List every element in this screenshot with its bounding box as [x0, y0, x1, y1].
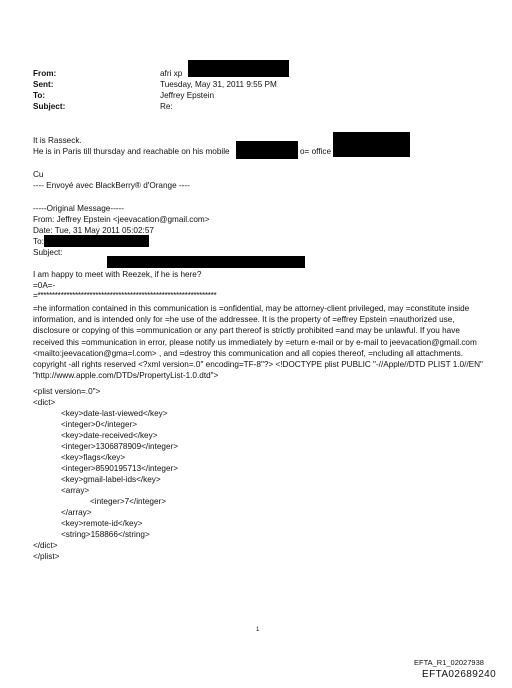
- plist-integer-3: <integer>8590195713</integer>: [61, 464, 179, 473]
- plist-close: </plist>: [33, 552, 60, 561]
- dict-open: <dict>: [33, 398, 56, 407]
- to-label: To:: [33, 91, 46, 100]
- original-date: Date: Tue, 31 May 2011 05:02:57: [33, 226, 154, 235]
- sent-label: Sent:: [33, 80, 54, 89]
- body-line-1: It is Rasseck.: [33, 136, 82, 145]
- encoding-line: =0A=-: [33, 281, 56, 290]
- to-value: Jeffrey Epstein: [160, 91, 215, 100]
- confidentiality-disclaimer: =he information contained in this communication is =onfidential, may be attorney-client privileged, may =constitute inside information, and is intended only for =he use of the addressee. It is the property of =effrey Epstein =nauthorized use, disclosure or copying of this =ommunication or any part thereof is strictly prohibited =and may be unlawful. If you have received this =ommunication in error, please notify us immediately by =eturn e-mail or by e-mail to jeevacation@gmail.com <mailto:jeevacation@gma=l.com> , and =destroy this communication and all copies thereof, =ncluding all attachments. copyright -all rights reserved <?xml version=.0" encoding=TF-8"?> <!DOCTYPE plist PUBLIC "-//Apple//DTD PLIST 1.0//EN" "http://www.apple.com/DTDs/PropertyList-1.0.dtd">: [33, 304, 483, 381]
- plist-key-2: <key>date-received</key>: [61, 431, 158, 440]
- plist-key-5: <key>remote-id</key>: [61, 519, 143, 528]
- subject-label: Subject:: [33, 102, 66, 111]
- redaction-subject: [107, 256, 305, 268]
- plist-key-1: <key>date-last-viewed</key>: [61, 409, 168, 418]
- body-line-2a: He is in Paris till thursday and reachable on his mobile: [33, 147, 230, 156]
- sent-from-device: ---- Envoyé avec BlackBerry® d'Orange ----: [33, 181, 190, 190]
- plist-open: <plist version=.0">: [33, 387, 101, 396]
- from-value: afri xp: [160, 69, 183, 78]
- redaction-mobile: [236, 141, 298, 159]
- stars-line: =**************************************************************: [33, 291, 217, 300]
- redaction-office: [333, 132, 410, 157]
- plist-string-5: <string>158866</string>: [61, 530, 150, 539]
- plist-key-4: <key>gmail-label-ids</key>: [61, 475, 161, 484]
- plist-integer-2: <integer>1306878909</integer>: [61, 442, 179, 451]
- footer-ref-2: EFTA02689240: [422, 669, 497, 680]
- redaction-from: [188, 60, 289, 77]
- plist-array-integer: <integer>7</integer>: [90, 497, 167, 506]
- sent-value: Tuesday, May 31, 2011 9:55 PM: [160, 80, 277, 89]
- from-label: From:: [33, 69, 57, 78]
- footer-ref-1: EFTA_R1_02027938: [414, 658, 484, 667]
- page-number: 1: [256, 627, 260, 633]
- original-subject: Subject:: [33, 248, 63, 257]
- plist-key-3: <key>flags</key>: [61, 453, 126, 462]
- plist-array-open: <array>: [61, 486, 90, 495]
- signoff: Cu: [33, 170, 44, 179]
- plist-array-close: </array>: [61, 508, 92, 517]
- subject-value: Re:: [160, 102, 173, 111]
- redaction-to: [44, 235, 149, 247]
- original-message-separator: -----Original Message-----: [33, 204, 124, 213]
- plist-integer-1: <integer>0</integer>: [61, 420, 138, 429]
- original-to: To:: [33, 237, 44, 246]
- original-from: From: Jeffrey Epstein <jeevacation@gmail.com>: [33, 215, 210, 224]
- dict-close: </dict>: [33, 541, 58, 550]
- body-line-2b: o= office: [300, 147, 332, 156]
- message-text: I am happy to meet with Reezek, if he is here?: [33, 270, 202, 279]
